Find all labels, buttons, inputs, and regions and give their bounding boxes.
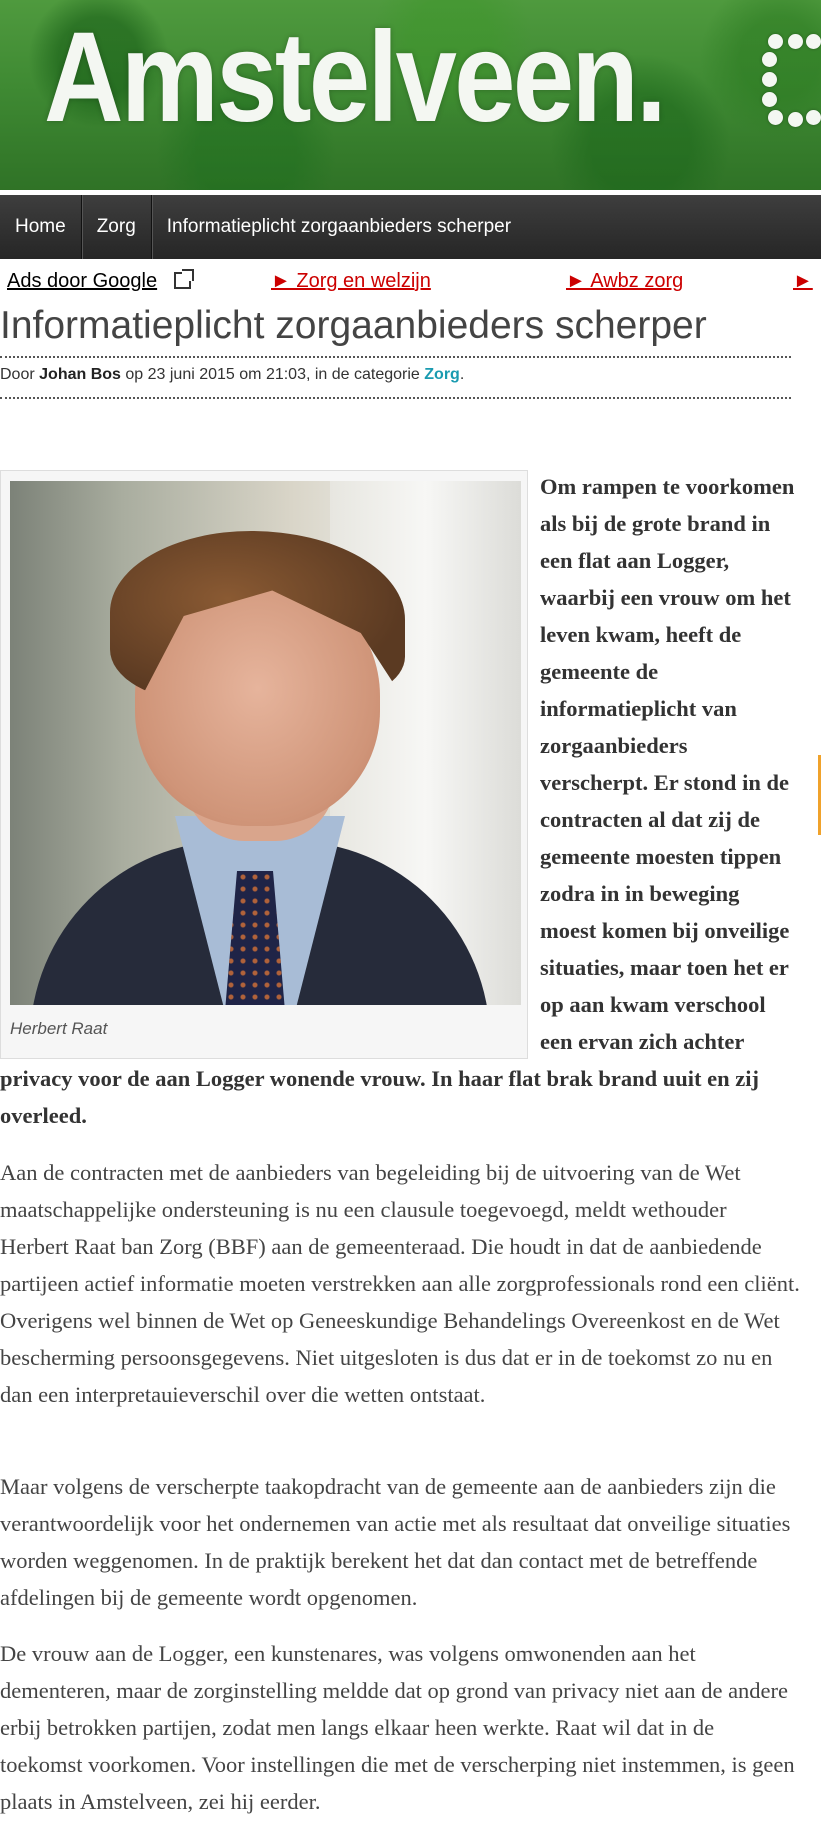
site-logo-text: Amstelveen. [44, 6, 665, 149]
logo-dots-graphic [758, 30, 821, 130]
article-lead-text: Om rampen te voorkomen als bij de grote brand in een flat aan Logger, waarbij een vrouw om het leven kwam, heeft de gemeente de informatieplicht van zorgaanbieders verscherpt. Er stond in de contracten al dat zij de gemeente moesten tippen zodra in in beweging moest komen bij onveilige situaties, maar toen het er op aan kwam verschool een ervan zich achter privacy voor de aan Logger wonende vrouw. In haar flat brak brand uuit en zij overleed. [0, 474, 795, 1128]
ad-link-awbz-zorg[interactable]: ► Awbz zorg [566, 270, 684, 292]
ads-bar [0, 268, 821, 302]
banner-divider [0, 190, 821, 192]
byline-author[interactable]: Johan Bos [39, 366, 121, 383]
photo-caption: Herbert Raat [10, 1019, 108, 1038]
article-paragraph: Maar volgens de verscherpte taakopdracht van de gemeente aan de aanbieders zijn die verantwoordelijk voor het ondernemen van actie met als resultaat dat onveilige situaties worden weggenomen. In de praktijk berekent het dat dan contact met de betreffende afdelingen bij de gemeente wordt opgenomen. [0, 1474, 791, 1610]
ad-link-more[interactable]: ► [793, 270, 813, 292]
site-banner[interactable] [0, 0, 821, 192]
byline-divider [0, 397, 791, 399]
ad-link-zorg-en-welzijn[interactable]: ► Zorg en welzijn [271, 270, 431, 292]
byline-date: op 23 juni 2015 om 21:03, in de categorie [125, 366, 420, 383]
ads-by-google-label[interactable]: Ads door Google [7, 270, 158, 292]
nav-item-home[interactable]: Home [0, 195, 82, 259]
external-link-icon[interactable] [174, 272, 191, 289]
article-paragraph: De vrouw aan de Logger, een kunstenares, was volgens omwonenden aan het dementeren, maar de zorginstelling meldde dat op grond van privacy niet aan de andere erbij betrokken partijen, zodat men langs elkaar heen werkte. Raat wil dat in de toekomst voorkomen. Voor instellingen die met de verscherping niet instemmen, is geen plaats in Amstelveen, zei hij eerder. [0, 1641, 795, 1814]
byline-category-link[interactable]: Zorg [424, 366, 460, 383]
article-title: Informatieplicht zorgaanbieders scherper [0, 304, 707, 347]
title-divider [0, 356, 791, 358]
byline-prefix: Door [0, 366, 35, 383]
article-paragraph: Aan de contracten met de aanbieders van begeleiding bij de uitvoering van de Wet maatschappelijke ondersteuning is nu een clausule toegevoegd, meldt wethouder Herbert Raat ban Zorg (BBF) aan de gemeenteraad. Die houdt in dat de aanbiedende partijeen actief informatie moeten verstrekken aan alle zorgprofessionals rond een cliënt. Overigens wel binnen de Wet op Geneeskundige Behandelings Overeenkost en de Wet bescherming persoonsgegevens. Niet uitgesloten is dus dat er in de toekomst zo nu en dan een interpretauieverschil over die wetten ontstaat. [0, 1160, 800, 1407]
byline-suffix: . [459, 366, 465, 383]
nav-item-current-article[interactable]: Informatieplicht zorgaanbieders scherper [166, 216, 512, 237]
main-nav [0, 195, 821, 259]
nav-item-zorg[interactable]: Zorg [82, 195, 152, 259]
article-byline [0, 366, 800, 384]
article-lead [0, 468, 800, 1134]
